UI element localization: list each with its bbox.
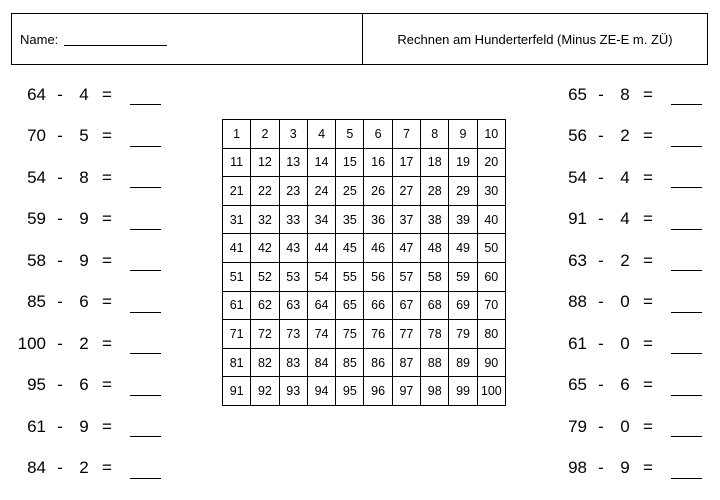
minus-sign: - [57,375,63,395]
grid-cell: 46 [364,234,392,263]
grid-cell: 3 [279,120,307,149]
grid-cell: 87 [392,348,420,377]
grid-cell: 92 [251,377,279,406]
grid-cell: 28 [421,177,449,206]
subtrahend: 9 [79,416,89,436]
grid-cell: 61 [223,291,251,320]
grid-row [223,348,506,377]
grid-cell: 55 [336,262,364,291]
grid-cell: 31 [223,205,251,234]
grid-cell: 43 [279,234,307,263]
subtrahend: 6 [79,292,89,312]
grid-cell: 63 [279,291,307,320]
subtrahend: 8 [79,167,89,187]
minuend: 54 [568,167,587,187]
grid-cell: 94 [307,377,335,406]
answer-blank[interactable] [130,209,161,230]
grid-cell: 57 [392,262,420,291]
grid-cell: 13 [279,148,307,177]
grid-cell: 98 [421,377,449,406]
task-row [551,157,702,199]
grid-cell: 17 [392,148,420,177]
grid-cell: 69 [449,291,477,320]
minus-sign: - [57,209,63,229]
minuend: 79 [568,416,587,436]
name-field[interactable] [64,32,167,46]
grid-cell: 18 [421,148,449,177]
minus-sign: - [57,333,63,353]
equals-sign: = [643,126,653,146]
equals-sign: = [102,458,112,478]
grid-cell: 51 [223,262,251,291]
grid-cell: 19 [449,148,477,177]
grid-cell: 99 [449,377,477,406]
subtrahend: 2 [620,126,630,146]
grid-cell: 41 [223,234,251,263]
task-row [551,116,702,158]
minuend: 63 [568,250,587,270]
minuend: 59 [27,209,46,229]
subtrahend: 4 [620,167,630,187]
grid-cell: 52 [251,262,279,291]
grid-row [223,377,506,406]
grid-cell: 83 [279,348,307,377]
subtrahend: 6 [79,375,89,395]
grid-cell: 64 [307,291,335,320]
minus-sign: - [598,84,604,104]
grid-cell: 2 [251,120,279,149]
grid-cell: 66 [364,291,392,320]
grid-cell: 62 [251,291,279,320]
minus-sign: - [598,292,604,312]
minuend: 58 [27,250,46,270]
grid-cell: 81 [223,348,251,377]
grid-cell: 56 [364,262,392,291]
grid-cell: 59 [449,262,477,291]
grid-cell: 72 [251,320,279,349]
name-section [12,14,363,64]
subtrahend: 6 [620,375,630,395]
minus-sign: - [57,167,63,187]
equals-sign: = [102,416,112,436]
minuend: 61 [27,416,46,436]
grid-cell: 23 [279,177,307,206]
answer-blank[interactable] [130,458,161,479]
answer-blank[interactable] [671,292,702,313]
equals-sign: = [102,333,112,353]
subtrahend: 9 [79,209,89,229]
answer-blank[interactable] [130,333,161,354]
task-row [10,116,161,158]
answer-blank[interactable] [671,333,702,354]
equals-sign: = [102,84,112,104]
grid-cell: 33 [279,205,307,234]
grid-cell: 22 [251,177,279,206]
grid-cell: 65 [336,291,364,320]
grid-cell: 24 [307,177,335,206]
grid-cell: 21 [223,177,251,206]
left-task-column [10,74,161,489]
equals-sign: = [643,292,653,312]
answer-blank[interactable] [671,209,702,230]
minus-sign: - [57,250,63,270]
minus-sign: - [598,333,604,353]
grid-cell: 60 [477,262,505,291]
equals-sign: = [102,250,112,270]
grid-cell: 42 [251,234,279,263]
minuend: 84 [27,458,46,478]
grid-cell: 29 [449,177,477,206]
subtrahend: 0 [620,416,630,436]
grid-cell: 91 [223,377,251,406]
answer-blank[interactable] [671,126,702,147]
grid-cell: 44 [307,234,335,263]
grid-cell: 16 [364,148,392,177]
grid-cell: 85 [336,348,364,377]
task-row [10,448,161,490]
grid-cell: 36 [364,205,392,234]
grid-cell: 10 [477,120,505,149]
equals-sign: = [643,84,653,104]
minus-sign: - [598,250,604,270]
answer-blank[interactable] [671,458,702,479]
answer-blank[interactable] [671,167,702,188]
grid-cell: 37 [392,205,420,234]
grid-cell: 97 [392,377,420,406]
answer-blank[interactable] [130,167,161,188]
minus-sign: - [598,416,604,436]
grid-row [223,234,506,263]
equals-sign: = [643,167,653,187]
answer-blank[interactable] [130,375,161,396]
grid-cell: 50 [477,234,505,263]
grid-row [223,291,506,320]
answer-blank[interactable] [130,292,161,313]
minus-sign: - [598,375,604,395]
grid-cell: 79 [449,320,477,349]
task-row [10,157,161,199]
minuend: 65 [568,84,587,104]
grid-cell: 11 [223,148,251,177]
minus-sign: - [598,126,604,146]
equals-sign: = [643,416,653,436]
grid-cell: 54 [307,262,335,291]
minuend: 56 [568,126,587,146]
grid-cell: 39 [449,205,477,234]
grid-cell: 5 [336,120,364,149]
task-row [10,74,161,116]
grid-cell: 48 [421,234,449,263]
grid-cell: 58 [421,262,449,291]
equals-sign: = [102,375,112,395]
answer-blank[interactable] [130,250,161,271]
grid-cell: 89 [449,348,477,377]
title-section [363,14,707,64]
grid-cell: 80 [477,320,505,349]
task-row [10,199,161,241]
grid-cell: 77 [392,320,420,349]
grid-cell: 96 [364,377,392,406]
minuend: 70 [27,126,46,146]
grid-cell: 38 [421,205,449,234]
grid-cell: 4 [307,120,335,149]
grid-cell: 71 [223,320,251,349]
subtrahend: 9 [620,458,630,478]
equals-sign: = [643,333,653,353]
answer-blank[interactable] [130,84,161,105]
minus-sign: - [598,167,604,187]
task-row [551,323,702,365]
subtrahend: 5 [79,126,89,146]
minuend: 64 [27,84,46,104]
answer-blank[interactable] [130,126,161,147]
minuend: 95 [27,375,46,395]
minus-sign: - [57,416,63,436]
grid-cell: 45 [336,234,364,263]
grid-cell: 93 [279,377,307,406]
grid-cell: 95 [336,377,364,406]
grid-cell: 70 [477,291,505,320]
minuend: 85 [27,292,46,312]
subtrahend: 2 [79,458,89,478]
answer-blank[interactable] [671,375,702,396]
grid-cell: 26 [364,177,392,206]
grid-row [223,177,506,206]
minus-sign: - [57,126,63,146]
grid-row [223,320,506,349]
answer-blank[interactable] [671,250,702,271]
subtrahend: 0 [620,292,630,312]
minus-sign: - [57,292,63,312]
equals-sign: = [102,126,112,146]
right-task-column [551,74,702,489]
minuend: 61 [568,333,587,353]
task-row [10,365,161,407]
minus-sign: - [598,209,604,229]
grid-cell: 82 [251,348,279,377]
subtrahend: 4 [620,209,630,229]
grid-cell: 32 [251,205,279,234]
hundred-grid [222,119,506,406]
minuend: 98 [568,458,587,478]
task-row [551,74,702,116]
answer-blank[interactable] [671,416,702,437]
task-row [551,199,702,241]
grid-cell: 7 [392,120,420,149]
minus-sign: - [57,458,63,478]
grid-cell: 47 [392,234,420,263]
grid-cell: 8 [421,120,449,149]
task-row [10,240,161,282]
grid-cell: 84 [307,348,335,377]
task-row [551,448,702,490]
grid-cell: 40 [477,205,505,234]
grid-cell: 25 [336,177,364,206]
equals-sign: = [102,167,112,187]
grid-row [223,262,506,291]
grid-cell: 75 [336,320,364,349]
worksheet-title: Rechnen am Hunderterfeld (Minus ZE-E m. ZÜ) [397,31,673,47]
grid-row [223,148,506,177]
equals-sign: = [102,209,112,229]
subtrahend: 2 [620,250,630,270]
subtrahend: 8 [620,84,630,104]
grid-cell: 1 [223,120,251,149]
grid-cell: 100 [477,377,505,406]
subtrahend: 4 [79,84,89,104]
grid-row [223,120,506,149]
grid-cell: 14 [307,148,335,177]
task-row [551,365,702,407]
equals-sign: = [643,458,653,478]
grid-cell: 67 [392,291,420,320]
grid-cell: 78 [421,320,449,349]
equals-sign: = [643,250,653,270]
task-row [10,406,161,448]
minuend: 100 [17,333,46,353]
worksheet-header [11,13,708,65]
grid-cell: 86 [364,348,392,377]
grid-cell: 30 [477,177,505,206]
task-row [551,406,702,448]
grid-cell: 88 [421,348,449,377]
task-row [551,240,702,282]
grid-cell: 74 [307,320,335,349]
subtrahend: 2 [79,333,89,353]
grid-cell: 6 [364,120,392,149]
grid-cell: 53 [279,262,307,291]
grid-cell: 35 [336,205,364,234]
minuend: 88 [568,292,587,312]
grid-cell: 73 [279,320,307,349]
subtrahend: 9 [79,250,89,270]
grid-cell: 27 [392,177,420,206]
grid-cell: 68 [421,291,449,320]
equals-sign: = [643,209,653,229]
task-row [551,282,702,324]
equals-sign: = [102,292,112,312]
answer-blank[interactable] [671,84,702,105]
task-row [10,323,161,365]
task-row [10,282,161,324]
minuend: 65 [568,375,587,395]
equals-sign: = [643,375,653,395]
grid-cell: 49 [449,234,477,263]
grid-cell: 76 [364,320,392,349]
grid-cell: 15 [336,148,364,177]
minuend: 54 [27,167,46,187]
grid-cell: 20 [477,148,505,177]
subtrahend: 0 [620,333,630,353]
grid-cell: 34 [307,205,335,234]
minus-sign: - [598,458,604,478]
name-label: Name: [20,31,59,47]
grid-cell: 12 [251,148,279,177]
grid-cell: 9 [449,120,477,149]
minuend: 91 [568,209,587,229]
answer-blank[interactable] [130,416,161,437]
grid-cell: 90 [477,348,505,377]
minus-sign: - [57,84,63,104]
grid-row [223,205,506,234]
